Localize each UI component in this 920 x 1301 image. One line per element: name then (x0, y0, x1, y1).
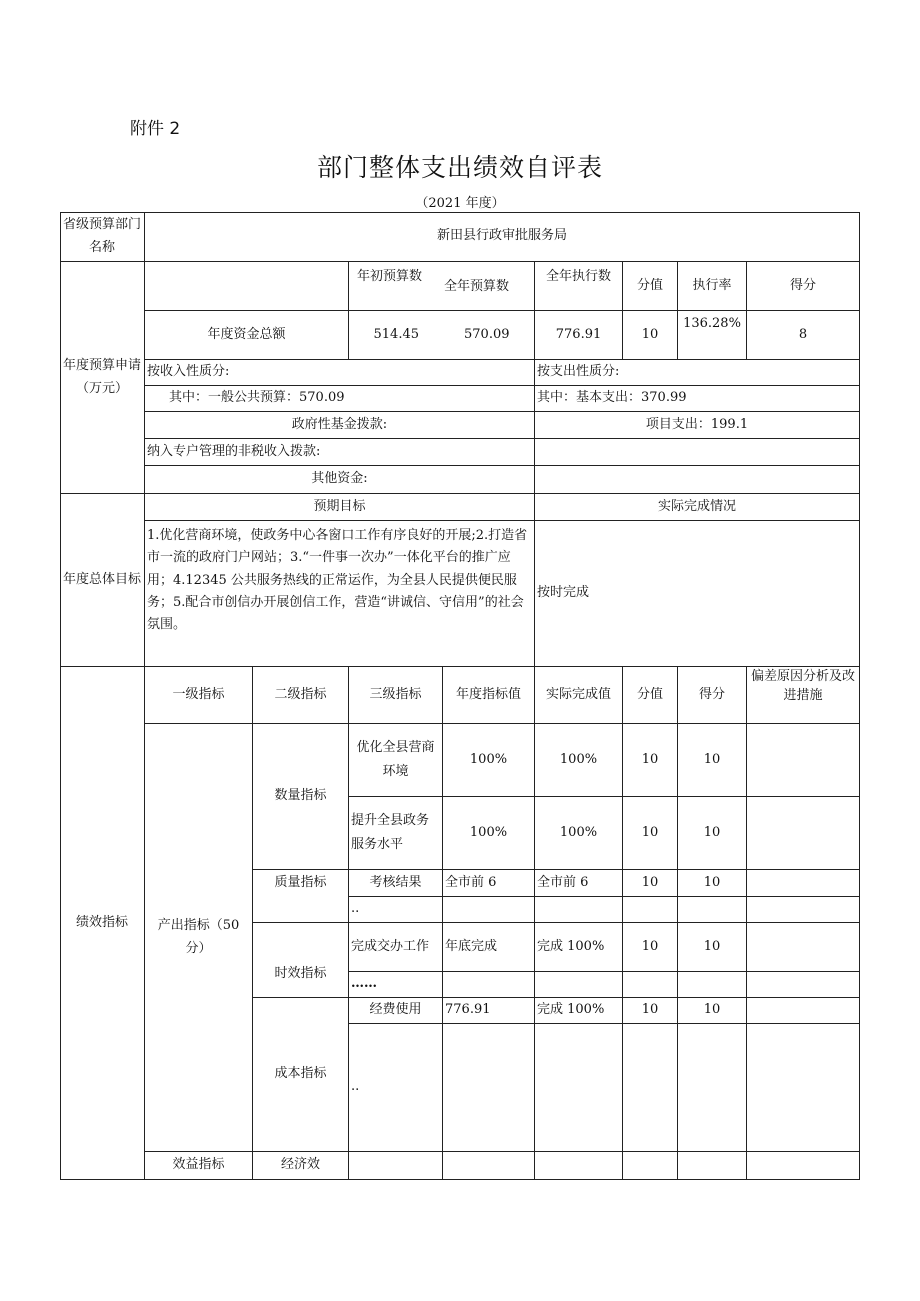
table-cell (443, 1152, 535, 1180)
table-cell (623, 1024, 678, 1152)
table-cell (747, 972, 860, 998)
department-value: 新田县行政审批服务局 (145, 212, 860, 262)
col-initial-budget: 年初预算数 (357, 269, 423, 284)
table-row: 考核结果 (349, 870, 443, 897)
table-cell (747, 724, 860, 797)
budget-header-blank (145, 262, 349, 311)
initial-budget-value: 514.45 (373, 326, 419, 342)
header-level2: 二级指标 (253, 667, 349, 724)
benefit-indicator-label: 效益指标 (145, 1152, 253, 1180)
expected-goals-header: 预期目标 (145, 494, 535, 521)
department-label: 省级预算部门名称 (60, 212, 145, 262)
budget-header-amounts (349, 262, 535, 311)
col-score: 得分 (747, 262, 860, 311)
table-cell: 10 (678, 923, 747, 972)
budget-section-label: 年度预算申请（万元） (60, 262, 145, 494)
quality-indicator-label: 质量指标 (253, 870, 349, 923)
actual-completion-header: 实际完成情况 (535, 494, 860, 521)
header-score: 得分 (678, 667, 747, 724)
gov-fund-label: 政府性基金拨款: (145, 412, 535, 439)
table-row: …… (349, 972, 443, 998)
table-cell: 全市前 6 (535, 870, 623, 897)
table-row: 提升全县政务服务水平 (349, 797, 443, 870)
table-cell: 100% (535, 724, 623, 797)
attachment-label: 附件 2 (130, 119, 181, 139)
table-cell (678, 1152, 747, 1180)
actual-completion-text: 按时完成 (535, 521, 860, 667)
table-cell (535, 1024, 623, 1152)
table-cell (535, 897, 623, 923)
col-exec-rate: 执行率 (678, 262, 747, 311)
other-funds-blank (535, 466, 860, 494)
table-cell: 10 (623, 998, 678, 1024)
full-budget-value: 570.09 (464, 326, 510, 342)
table-row: .. (349, 897, 443, 923)
total-funds-label: 年度资金总额 (145, 311, 349, 360)
table-cell (623, 972, 678, 998)
table-cell (747, 870, 860, 897)
col-exec-amount: 全年执行数 (535, 262, 623, 311)
table-cell (443, 972, 535, 998)
expense-nature-label: 按支出性质分: (535, 360, 860, 386)
table-cell (747, 1024, 860, 1152)
other-funds-label: 其他资金: (145, 466, 535, 494)
table-cell: 10 (678, 870, 747, 897)
basic-expense: 其中：基本支出：370.99 (535, 386, 860, 412)
table-cell: 年底完成 (443, 923, 535, 972)
economic-benefit-label: 经济效 (253, 1152, 349, 1180)
table-cell: 10 (623, 923, 678, 972)
output-indicator-label: 产出指标（50 分） (145, 724, 253, 1152)
cost-indicator-label: 成本指标 (253, 998, 349, 1152)
table-cell: 776.91 (443, 998, 535, 1024)
exec-rate-value: 136.28% (678, 311, 747, 360)
header-deviation: 偏差原因分析及改进措施 (747, 667, 860, 724)
non-tax-income-label: 纳入专户管理的非税收入拨款: (145, 439, 535, 466)
table-cell (623, 897, 678, 923)
col-score-value: 分值 (623, 262, 678, 311)
table-cell (747, 797, 860, 870)
project-expense: 项目支出：199.1 (535, 412, 860, 439)
header-score-value: 分值 (623, 667, 678, 724)
table-cell: 10 (678, 998, 747, 1024)
header-target: 年度指标值 (443, 667, 535, 724)
table-row: 经费使用 (349, 998, 443, 1024)
income-nature-label: 按收入性质分: (145, 360, 535, 386)
header-level3: 三级指标 (349, 667, 443, 724)
header-actual: 实际完成值 (535, 667, 623, 724)
table-cell (678, 972, 747, 998)
table-cell: 完成 100% (535, 923, 623, 972)
table-cell (623, 1152, 678, 1180)
table-cell (747, 1152, 860, 1180)
expected-goals-text: 1.优化营商环境，使政务中心各窗口工作有序良好的开展;2.打造省市一流的政府门户网站；3.“一件事一次办”一体化平台的推广应用；4.12345 公共服务热线的正常运作，为全县人民提供便民服务；5.配合市创信办开展创信工作，营造“讲诚信、守信用”的社会氛围。 (145, 521, 535, 667)
goals-section-label: 年度总体目标 (60, 494, 145, 667)
table-cell: 100% (443, 724, 535, 797)
table-cell (747, 923, 860, 972)
table-cell: 10 (623, 797, 678, 870)
exec-amount-value: 776.91 (535, 311, 623, 360)
table-cell (747, 897, 860, 923)
col-full-budget: 全年预算数 (444, 279, 510, 294)
table-row: .. (349, 1024, 443, 1152)
table-cell (443, 897, 535, 923)
table-cell: 10 (678, 724, 747, 797)
timeliness-indicator-label: 时效指标 (253, 923, 349, 998)
table-row: 完成交办工作 (349, 923, 443, 972)
table-cell: 10 (623, 724, 678, 797)
table-row: 优化全县营商环境 (349, 724, 443, 797)
quantity-indicator-label: 数量指标 (253, 724, 349, 870)
table-cell (349, 1152, 443, 1180)
table-cell (747, 998, 860, 1024)
score-cell: 8 (747, 311, 860, 360)
table-cell: 100% (443, 797, 535, 870)
table-cell (535, 1152, 623, 1180)
table-cell: 100% (535, 797, 623, 870)
table-cell (678, 897, 747, 923)
score-value-cell: 10 (623, 311, 678, 360)
total-funds-amounts (349, 311, 535, 360)
table-cell (443, 1024, 535, 1152)
header-level1: 一级指标 (145, 667, 253, 724)
table-cell: 全市前 6 (443, 870, 535, 897)
table-cell (678, 1024, 747, 1152)
indicators-section-label: 绩效指标 (60, 667, 145, 1180)
non-tax-blank (535, 439, 860, 466)
table-cell: 10 (623, 870, 678, 897)
page-title: 部门整体支出绩效自评表 (316, 153, 603, 182)
general-public-budget: 其中：一般公共预算：570.09 (145, 386, 535, 412)
table-cell (535, 972, 623, 998)
table-cell: 完成 100% (535, 998, 623, 1024)
table-cell: 10 (678, 797, 747, 870)
evaluation-table (60, 212, 860, 1180)
report-year: （2021 年度） (415, 196, 505, 211)
